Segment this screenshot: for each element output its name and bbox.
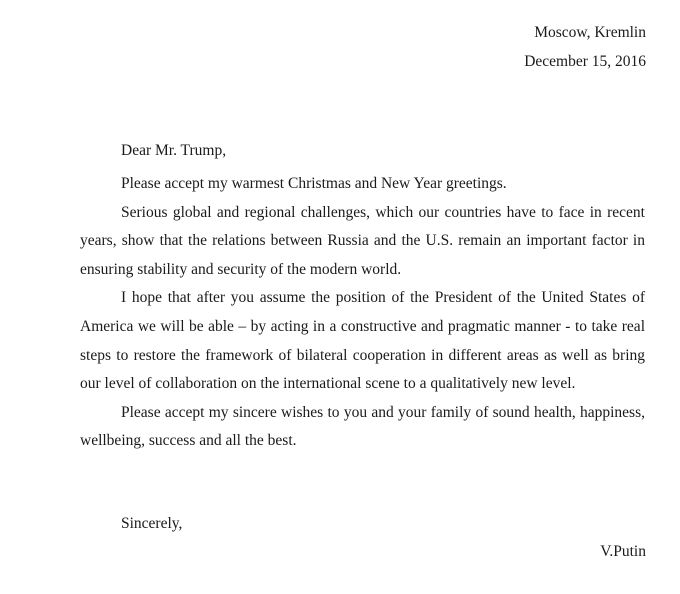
letter-place: Moscow, Kremlin [534, 24, 646, 41]
paragraph-wishes: Please accept my sincere wishes to you and your family of sound health, happiness, wellbeing, success and all the best. [80, 403, 645, 450]
salutation: Dear Mr. Trump, [121, 142, 227, 159]
letter-body [80, 170, 645, 456]
paragraph-greeting: Please accept my warmest Christmas and New Year greetings. [121, 175, 507, 192]
paragraph-cooperation: I hope that after you assume the position of the President of the United States of America we will be able – by acting in a constructive and pragmatic manner - to take real steps to restore the framework of bilateral cooperation in different areas as well as bring our level of collaboration on the international scene to a qualitatively new level. [80, 289, 645, 393]
closing: Sincerely, [121, 515, 183, 532]
letter-date: December 15, 2016 [524, 53, 646, 70]
signature: V.Putin [600, 543, 646, 560]
paragraph-challenges: Serious global and regional challenges, which our countries have to face in recent years, show that the relations between Russia and the U.S. remain an important factor in ensuring stability and security of the modern world. [80, 203, 645, 278]
